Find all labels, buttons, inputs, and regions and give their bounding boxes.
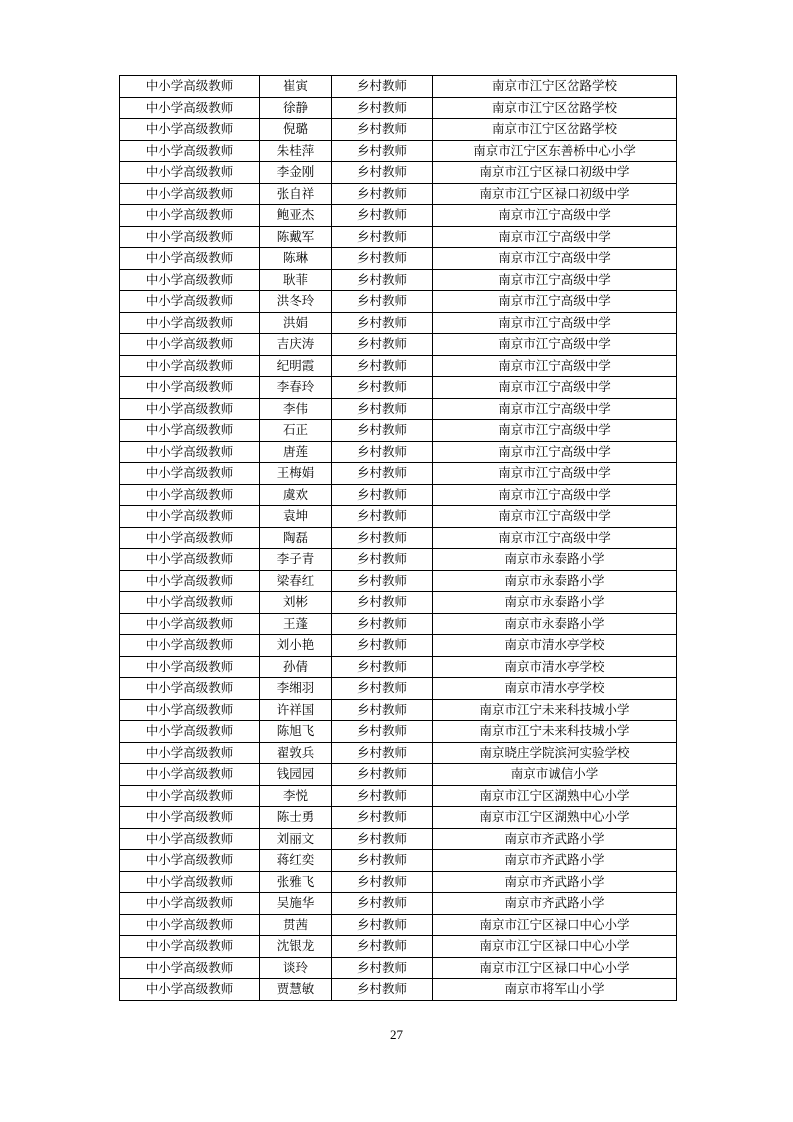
school-cell: 南京市永泰路小学: [433, 613, 677, 635]
category-cell: 乡村教师: [332, 914, 433, 936]
name-cell: 倪璐: [260, 119, 332, 141]
school-cell: 南京市江宁高级中学: [433, 269, 677, 291]
name-cell: 李子青: [260, 549, 332, 571]
table-row: [120, 420, 677, 442]
table-row: [120, 828, 677, 850]
title-cell: 中小学高级教师: [120, 613, 260, 635]
category-cell: 乡村教师: [332, 613, 433, 635]
table-row: [120, 291, 677, 313]
category-cell: 乡村教师: [332, 506, 433, 528]
title-cell: 中小学高级教师: [120, 76, 260, 98]
title-cell: 中小学高级教师: [120, 549, 260, 571]
title-cell: 中小学高级教师: [120, 183, 260, 205]
school-cell: 南京市江宁高级中学: [433, 312, 677, 334]
table-row: [120, 721, 677, 743]
title-cell: 中小学高级教师: [120, 226, 260, 248]
title-cell: 中小学高级教师: [120, 441, 260, 463]
table-row: [120, 592, 677, 614]
table-row: [120, 119, 677, 141]
name-cell: 徐静: [260, 97, 332, 119]
name-cell: 朱桂萍: [260, 140, 332, 162]
title-cell: 中小学高级教师: [120, 936, 260, 958]
name-cell: 石正: [260, 420, 332, 442]
school-cell: 南京市江宁高级中学: [433, 291, 677, 313]
title-cell: 中小学高级教师: [120, 334, 260, 356]
table-row: [120, 312, 677, 334]
school-cell: 南京市永泰路小学: [433, 592, 677, 614]
category-cell: 乡村教师: [332, 764, 433, 786]
name-cell: 王蓬: [260, 613, 332, 635]
name-cell: 谈玲: [260, 957, 332, 979]
category-cell: 乡村教师: [332, 334, 433, 356]
name-cell: 梁春红: [260, 570, 332, 592]
category-cell: 乡村教师: [332, 635, 433, 657]
school-cell: 南京市清水亭学校: [433, 656, 677, 678]
school-cell: 南京市齐武路小学: [433, 850, 677, 872]
category-cell: 乡村教师: [332, 355, 433, 377]
table-row: [120, 699, 677, 721]
name-cell: 张自祥: [260, 183, 332, 205]
category-cell: 乡村教师: [332, 140, 433, 162]
title-cell: 中小学高级教师: [120, 914, 260, 936]
category-cell: 乡村教师: [332, 957, 433, 979]
title-cell: 中小学高级教师: [120, 355, 260, 377]
table-row: [120, 570, 677, 592]
title-cell: 中小学高级教师: [120, 957, 260, 979]
title-cell: 中小学高级教师: [120, 570, 260, 592]
table-row: [120, 334, 677, 356]
title-cell: 中小学高级教师: [120, 463, 260, 485]
category-cell: 乡村教师: [332, 269, 433, 291]
title-cell: 中小学高级教师: [120, 506, 260, 528]
title-cell: 中小学高级教师: [120, 979, 260, 1001]
table-row: [120, 183, 677, 205]
school-cell: 南京市江宁区禄口初级中学: [433, 183, 677, 205]
name-cell: 王梅娟: [260, 463, 332, 485]
table-row: [120, 979, 677, 1001]
title-cell: 中小学高级教师: [120, 828, 260, 850]
title-cell: 中小学高级教师: [120, 742, 260, 764]
table-row: [120, 506, 677, 528]
title-cell: 中小学高级教师: [120, 398, 260, 420]
name-cell: 李缃羽: [260, 678, 332, 700]
table-row: [120, 850, 677, 872]
name-cell: 虞欢: [260, 484, 332, 506]
school-cell: 南京市江宁区湖熟中心小学: [433, 807, 677, 829]
school-cell: 南京市江宁高级中学: [433, 226, 677, 248]
category-cell: 乡村教师: [332, 119, 433, 141]
category-cell: 乡村教师: [332, 678, 433, 700]
name-cell: 刘小艳: [260, 635, 332, 657]
table-row: [120, 656, 677, 678]
school-cell: 南京市诚信小学: [433, 764, 677, 786]
table-row: [120, 613, 677, 635]
school-cell: 南京市江宁高级中学: [433, 377, 677, 399]
name-cell: 唐莲: [260, 441, 332, 463]
title-cell: 中小学高级教师: [120, 893, 260, 915]
category-cell: 乡村教师: [332, 699, 433, 721]
category-cell: 乡村教师: [332, 742, 433, 764]
category-cell: 乡村教师: [332, 312, 433, 334]
category-cell: 乡村教师: [332, 205, 433, 227]
school-cell: 南京市江宁高级中学: [433, 441, 677, 463]
school-cell: 南京市江宁高级中学: [433, 463, 677, 485]
table-row: [120, 527, 677, 549]
table-row: [120, 635, 677, 657]
category-cell: 乡村教师: [332, 527, 433, 549]
name-cell: 张雅飞: [260, 871, 332, 893]
name-cell: 李春玲: [260, 377, 332, 399]
name-cell: 陶磊: [260, 527, 332, 549]
table-row: [120, 355, 677, 377]
school-cell: 南京市江宁未来科技城小学: [433, 721, 677, 743]
title-cell: 中小学高级教师: [120, 764, 260, 786]
title-cell: 中小学高级教师: [120, 162, 260, 184]
school-cell: 南京市江宁高级中学: [433, 420, 677, 442]
school-cell: 南京市永泰路小学: [433, 549, 677, 571]
school-cell: 南京市江宁区禄口中心小学: [433, 914, 677, 936]
title-cell: 中小学高级教师: [120, 592, 260, 614]
teacher-roster-table: [119, 75, 677, 1001]
table-row: [120, 893, 677, 915]
table-row: [120, 140, 677, 162]
name-cell: 崔寅: [260, 76, 332, 98]
category-cell: 乡村教师: [332, 226, 433, 248]
title-cell: 中小学高级教师: [120, 140, 260, 162]
title-cell: 中小学高级教师: [120, 484, 260, 506]
table-row: [120, 484, 677, 506]
name-cell: 陈士勇: [260, 807, 332, 829]
name-cell: 李悦: [260, 785, 332, 807]
name-cell: 纪明霞: [260, 355, 332, 377]
title-cell: 中小学高级教师: [120, 119, 260, 141]
category-cell: 乡村教师: [332, 484, 433, 506]
title-cell: 中小学高级教师: [120, 527, 260, 549]
school-cell: 南京市江宁区东善桥中心小学: [433, 140, 677, 162]
name-cell: 耿菲: [260, 269, 332, 291]
school-cell: 南京市齐武路小学: [433, 893, 677, 915]
school-cell: 南京市江宁区禄口中心小学: [433, 936, 677, 958]
school-cell: 南京市江宁高级中学: [433, 398, 677, 420]
name-cell: 贯茜: [260, 914, 332, 936]
table-row: [120, 807, 677, 829]
page-number: 27: [390, 1027, 403, 1042]
table-row: [120, 226, 677, 248]
category-cell: 乡村教师: [332, 248, 433, 270]
name-cell: 翟敦兵: [260, 742, 332, 764]
title-cell: 中小学高级教师: [120, 635, 260, 657]
category-cell: 乡村教师: [332, 463, 433, 485]
school-cell: 南京市江宁未来科技城小学: [433, 699, 677, 721]
name-cell: 李伟: [260, 398, 332, 420]
table-row: [120, 97, 677, 119]
table-row: [120, 377, 677, 399]
school-cell: 南京市清水亭学校: [433, 635, 677, 657]
name-cell: 袁坤: [260, 506, 332, 528]
category-cell: 乡村教师: [332, 162, 433, 184]
table-row: [120, 742, 677, 764]
table-row: [120, 549, 677, 571]
category-cell: 乡村教师: [332, 291, 433, 313]
school-cell: 南京市江宁区岔路学校: [433, 119, 677, 141]
table-row: [120, 871, 677, 893]
table-row: [120, 936, 677, 958]
category-cell: 乡村教师: [332, 936, 433, 958]
school-cell: 南京市齐武路小学: [433, 828, 677, 850]
school-cell: 南京市永泰路小学: [433, 570, 677, 592]
title-cell: 中小学高级教师: [120, 377, 260, 399]
category-cell: 乡村教师: [332, 183, 433, 205]
title-cell: 中小学高级教师: [120, 97, 260, 119]
category-cell: 乡村教师: [332, 893, 433, 915]
table-row: [120, 463, 677, 485]
table-row: [120, 914, 677, 936]
name-cell: 沈银龙: [260, 936, 332, 958]
title-cell: 中小学高级教师: [120, 205, 260, 227]
name-cell: 吉庆涛: [260, 334, 332, 356]
category-cell: 乡村教师: [332, 441, 433, 463]
category-cell: 乡村教师: [332, 785, 433, 807]
category-cell: 乡村教师: [332, 828, 433, 850]
table-row: [120, 205, 677, 227]
table-row: [120, 398, 677, 420]
name-cell: 蒋红奕: [260, 850, 332, 872]
table-row: [120, 248, 677, 270]
title-cell: 中小学高级教师: [120, 420, 260, 442]
name-cell: 刘丽文: [260, 828, 332, 850]
title-cell: 中小学高级教师: [120, 656, 260, 678]
title-cell: 中小学高级教师: [120, 312, 260, 334]
table-row: [120, 269, 677, 291]
school-cell: 南京市江宁区岔路学校: [433, 97, 677, 119]
table-row: [120, 441, 677, 463]
school-cell: 南京市江宁区禄口中心小学: [433, 957, 677, 979]
name-cell: 陈旭飞: [260, 721, 332, 743]
name-cell: 陈戴军: [260, 226, 332, 248]
name-cell: 孙倩: [260, 656, 332, 678]
school-cell: 南京市将军山小学: [433, 979, 677, 1001]
school-cell: 南京市清水亭学校: [433, 678, 677, 700]
name-cell: 刘彬: [260, 592, 332, 614]
school-cell: 南京市江宁高级中学: [433, 506, 677, 528]
category-cell: 乡村教师: [332, 656, 433, 678]
category-cell: 乡村教师: [332, 76, 433, 98]
title-cell: 中小学高级教师: [120, 807, 260, 829]
title-cell: 中小学高级教师: [120, 269, 260, 291]
table-row: [120, 764, 677, 786]
school-cell: 南京市江宁高级中学: [433, 205, 677, 227]
name-cell: 许祥国: [260, 699, 332, 721]
title-cell: 中小学高级教师: [120, 850, 260, 872]
category-cell: 乡村教师: [332, 979, 433, 1001]
school-cell: 南京市江宁区湖熟中心小学: [433, 785, 677, 807]
name-cell: 陈琳: [260, 248, 332, 270]
name-cell: 钱园园: [260, 764, 332, 786]
school-cell: 南京市江宁高级中学: [433, 527, 677, 549]
title-cell: 中小学高级教师: [120, 699, 260, 721]
school-cell: 南京市江宁高级中学: [433, 355, 677, 377]
school-cell: 南京晓庄学院滨河实验学校: [433, 742, 677, 764]
school-cell: 南京市江宁高级中学: [433, 248, 677, 270]
name-cell: 李金刚: [260, 162, 332, 184]
name-cell: 贾慧敏: [260, 979, 332, 1001]
category-cell: 乡村教师: [332, 592, 433, 614]
school-cell: 南京市江宁区岔路学校: [433, 76, 677, 98]
category-cell: 乡村教师: [332, 721, 433, 743]
category-cell: 乡村教师: [332, 377, 433, 399]
title-cell: 中小学高级教师: [120, 785, 260, 807]
category-cell: 乡村教师: [332, 807, 433, 829]
title-cell: 中小学高级教师: [120, 678, 260, 700]
name-cell: 洪娟: [260, 312, 332, 334]
category-cell: 乡村教师: [332, 97, 433, 119]
name-cell: 吴施华: [260, 893, 332, 915]
school-cell: 南京市江宁区禄口初级中学: [433, 162, 677, 184]
category-cell: 乡村教师: [332, 871, 433, 893]
name-cell: 洪冬玲: [260, 291, 332, 313]
title-cell: 中小学高级教师: [120, 871, 260, 893]
category-cell: 乡村教师: [332, 570, 433, 592]
table-row: [120, 678, 677, 700]
table-row: [120, 957, 677, 979]
category-cell: 乡村教师: [332, 549, 433, 571]
table-row: [120, 76, 677, 98]
title-cell: 中小学高级教师: [120, 248, 260, 270]
school-cell: 南京市齐武路小学: [433, 871, 677, 893]
name-cell: 鲍亚杰: [260, 205, 332, 227]
school-cell: 南京市江宁高级中学: [433, 334, 677, 356]
title-cell: 中小学高级教师: [120, 721, 260, 743]
table-row: [120, 162, 677, 184]
category-cell: 乡村教师: [332, 850, 433, 872]
title-cell: 中小学高级教师: [120, 291, 260, 313]
table-row: [120, 785, 677, 807]
category-cell: 乡村教师: [332, 398, 433, 420]
school-cell: 南京市江宁高级中学: [433, 484, 677, 506]
roster-table-body: [120, 76, 677, 1001]
category-cell: 乡村教师: [332, 420, 433, 442]
